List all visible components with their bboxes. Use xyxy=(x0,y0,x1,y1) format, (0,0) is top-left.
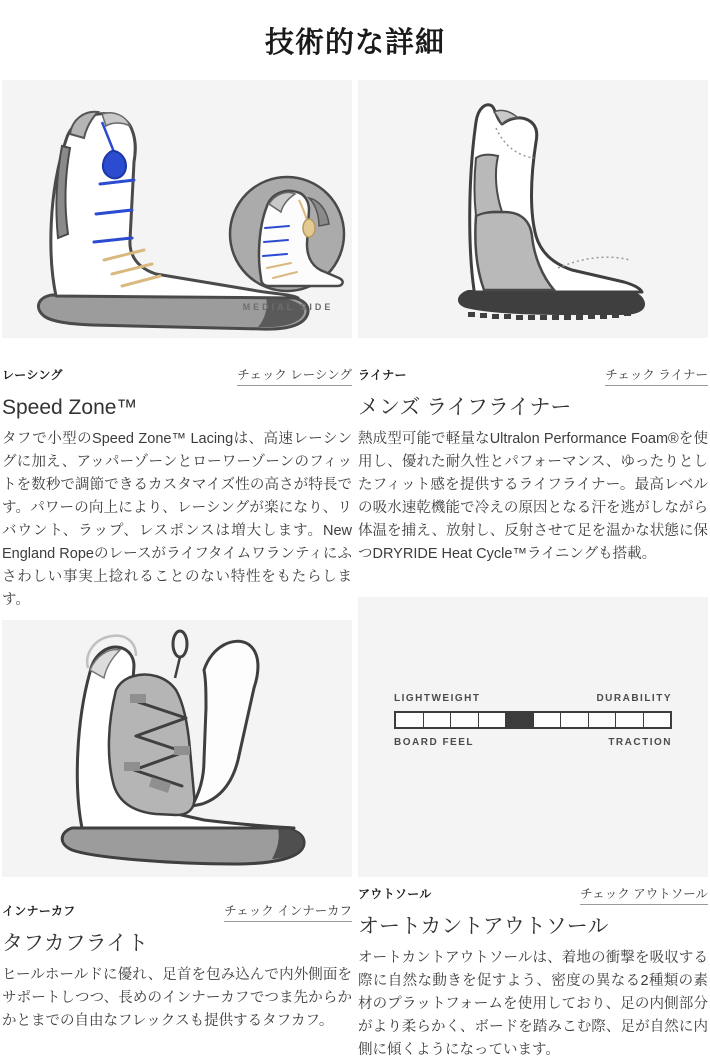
outsole-body: オートカントアウトソールは、着地の衝撃を吸収する際に自然な動きを促すよう、密度の異なる2種類の素材のプラットフォームを使用しており、足の内側部分がより柔らかく、ボードを踏みこむ際、足が自然に内側に傾くようになっています。 xyxy=(358,950,708,1058)
page-header xyxy=(0,0,710,80)
liner-boot-illustration xyxy=(358,80,708,338)
outsole-heading: オートカントアウトソール xyxy=(358,915,609,938)
column-right xyxy=(358,80,708,1062)
liner-label: ライナー xyxy=(358,368,407,382)
liner-heading: メンズ ライフライナー xyxy=(358,396,572,419)
scale-segment xyxy=(479,713,507,727)
pull-loop xyxy=(173,631,187,657)
inner-cuff-check-link[interactable]: チェック インナーカフ xyxy=(224,901,352,922)
content-grid xyxy=(0,80,710,1062)
outsole-check-link[interactable]: チェック アウトソール xyxy=(580,884,708,905)
scale-segment xyxy=(534,713,562,727)
lacing-body: タフで小型のSpeed Zone™ Lacingは、高速レーシングに加え、アッパーゾーンとローワーゾーンのフィットを数秒で調節できるカスタマイズ性の高さが特長です。パワーの向上により、レーシングが楽になり、リバウント、ラップ、レスポンスは増大します。New England Ropeのレースがライフタイムワランティにふさわしい事実上捻れることのない特性をもたらします。 xyxy=(2,431,352,608)
lace-pull-handle xyxy=(103,151,126,178)
scale-bar xyxy=(394,711,672,729)
scale-segment xyxy=(424,713,452,727)
scale-label-lightweight: LIGHTWEIGHT xyxy=(394,693,481,704)
lacing-heading: Speed Zone™ xyxy=(2,396,138,419)
column-left xyxy=(2,80,352,1033)
page-title: 技術的な詳細 xyxy=(264,26,445,59)
inner-cuff-label: インナーカフ xyxy=(2,904,76,918)
scale-segment xyxy=(451,713,479,727)
scale-segment xyxy=(506,713,534,727)
lacing-figure-panel xyxy=(2,80,352,338)
outsole-section xyxy=(358,884,708,1062)
inner-cuff-figure-panel xyxy=(2,620,352,877)
liner-figure-panel xyxy=(358,80,708,338)
liner-check-link[interactable]: チェック ライナー xyxy=(605,365,708,386)
boot-sole xyxy=(62,828,304,864)
inner-cuff-heading: タフカフライト xyxy=(2,932,149,955)
scale-label-durability: DURABILITY xyxy=(596,693,672,704)
lacing-section xyxy=(2,365,352,612)
scale-segment xyxy=(561,713,589,727)
inner-cuff-body: ヒールホールドに優れ、足首を包み込んで内外側面をサポートしつつ、長めのインナーカフでつま先からかかとまでの自由なフレックスも提供するタフカフ。 xyxy=(2,967,352,1029)
medial-side-caption: MEDIAL SIDE xyxy=(242,302,334,312)
medial-side-inset xyxy=(230,177,344,291)
scale-label-board-feel: BOARD FEEL xyxy=(394,737,474,748)
pull-loop-cord xyxy=(175,657,180,678)
stitch-seam-toe xyxy=(558,257,630,268)
liner-section xyxy=(358,365,708,566)
scale-segment xyxy=(589,713,617,727)
scale-segment xyxy=(644,713,671,727)
lacing-boot-illustration xyxy=(2,80,352,338)
outsole-figure-panel xyxy=(358,597,708,877)
scale-label-traction: TRACTION xyxy=(608,737,672,748)
inner-cuff-panel xyxy=(109,675,194,815)
liner-body: 熱成型可能で軽量なUltralon Performance Foam®を使用し、優れた耐久性とパフォーマンス、ゆったりとしたフィット感を提供するライフライナー。最高レベルの吸水速乾機能で冷えの原因となる汗を逃がしながら体温を捕え、放射し、反射させて足を温かな状態に保つDRYRIDE Heat Cycle™ライニングも搭載。 xyxy=(358,431,708,562)
open-flap xyxy=(192,641,258,806)
flex-scale xyxy=(394,693,672,748)
scale-segment xyxy=(396,713,424,727)
inner-cuff-section xyxy=(2,901,352,1033)
liner-sole xyxy=(458,290,645,315)
lacing-label: レーシング xyxy=(2,368,63,382)
outsole-label: アウトソール xyxy=(358,887,432,901)
inner-cuff-boot-illustration xyxy=(2,620,352,877)
scale-segment xyxy=(616,713,644,727)
lacing-check-link[interactable]: チェック レーシング xyxy=(237,365,352,386)
mini-pull-handle xyxy=(303,219,315,237)
